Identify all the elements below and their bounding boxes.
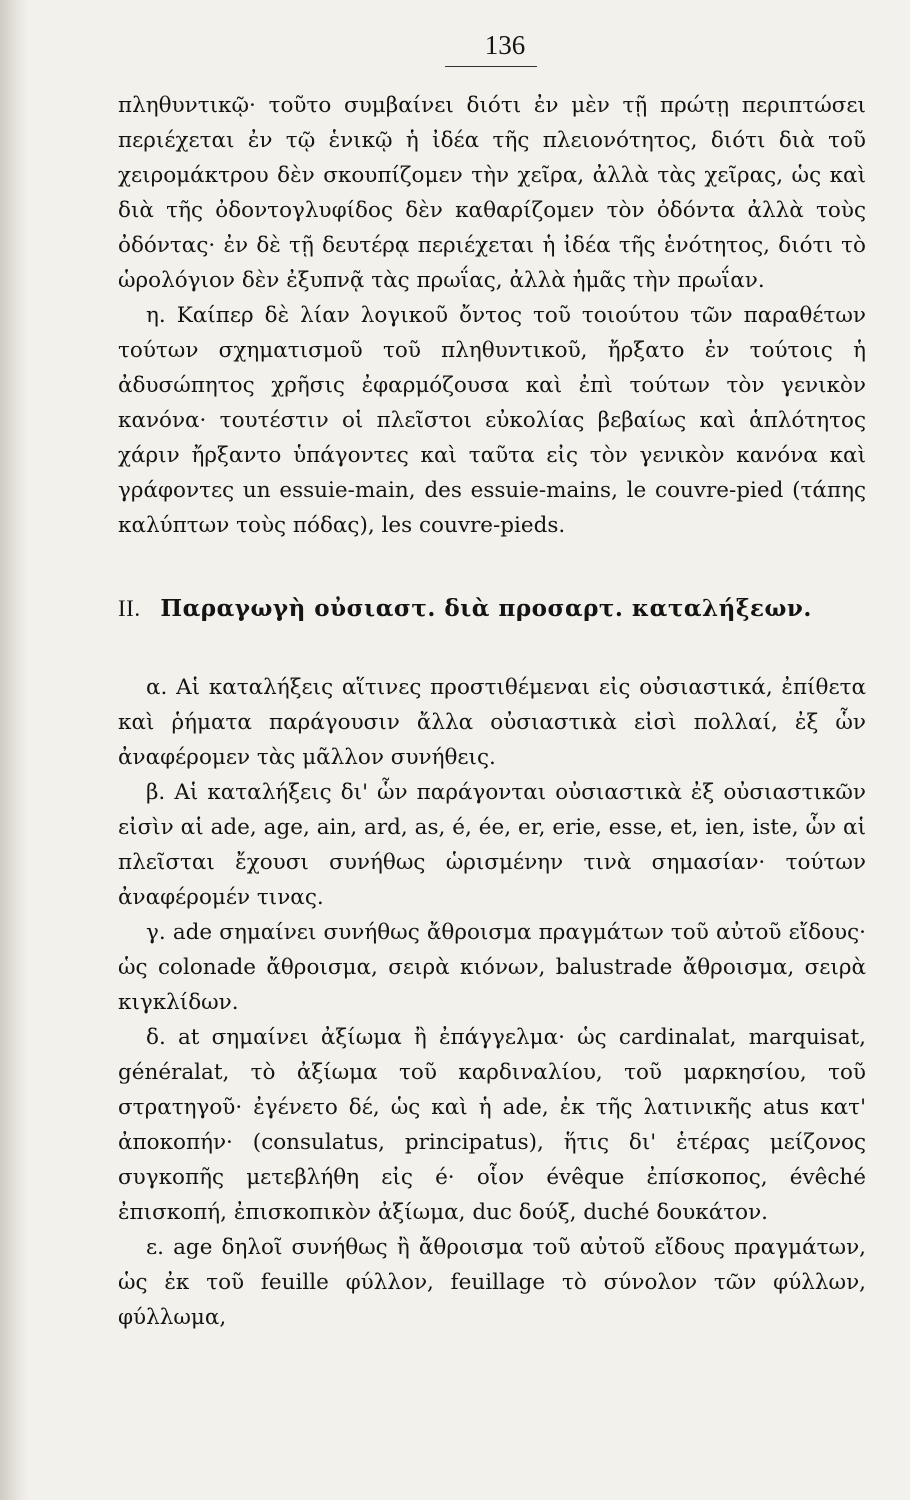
paragraph-alpha: α. Αἱ καταλήξεις αἵτινες προστιθέμεναι εἰς οὐσιαστικά, ἐπίθετα καὶ ῥήματα παράγουσιν ἄλλα οὐσιαστικὰ εἰσὶ πολλαί, ἐξ ὧν ἀναφέρομεν τὰς μᾶλλον συνήθεις. — [118, 675, 866, 770]
section-heading — [118, 595, 866, 622]
page-number: 136 — [484, 30, 526, 60]
section-numeral: II. — [118, 596, 141, 621]
header-rule — [445, 66, 537, 67]
lower-text-block — [118, 670, 866, 1335]
upper-text-block — [118, 88, 866, 543]
section-title: Παραγωγὴ οὐσιαστ. διὰ προσαρτ. καταλήξεων. — [160, 595, 812, 622]
paragraph-delta: δ. at σημαίνει ἀξίωμα ἢ ἐπάγγελμα· ὡς cardinalat, marquisat, généralat, τὸ ἀξίωμα τοῦ καρδιναλίου, τοῦ μαρκησίου, τοῦ στρατηγοῦ· ἐγένετο δέ, ὡς καὶ ἡ ade, ἐκ τῆς λατινικῆς atus κατ' ἀποκοπήν· (consulatus, principatus), ἥτις δι' ἑτέρας μείζονος συγκοπῆς μετεβλήθη εἰς é· οἷον évêque ἐπίσκοπος, évêché ἐπισκοπή, ἐπισκοπικὸν ἀξίωμα, duc δούξ, duché δουκάτον. — [118, 1025, 866, 1225]
scan-edge-shadow — [0, 0, 28, 1500]
paragraph-beta: β. Αἱ καταλήξεις δι' ὧν παράγονται οὐσιαστικὰ ἐξ οὐσιαστικῶν εἰσὶν αἱ ade, age, ain, ard, as, é, ée, er, erie, esse, et, ien, iste, ὧν αἱ πλεῖσται ἔχουσι συνήθως ὡρισμένην τινὰ σημασίαν· τούτων ἀναφέρομέν τινας. — [118, 780, 866, 910]
paragraph-continuation: πληθυντικῷ· τοῦτο συμβαίνει διότι ἐν μὲν τῇ πρώτῃ περιπτώσει περιέχεται ἐν τῷ ἑνικῷ ἡ ἰδέα τῆς πλειονότητος, διότι διὰ τοῦ χειρομάκτρου δὲν σκουπίζομεν τὴν χεῖρα, ἀλλὰ τὰς χεῖρας, ὡς καὶ διὰ τῆς ὀδοντογλυφίδος δὲν καθαρίζομεν τὸν ὀδόντα ἀλλὰ τοὺς ὀδόντας· ἐν δὲ τῇ δευτέρᾳ περιέχεται ἡ ἰδέα τῆς ἑνότητος, διότι τὸ ὡρολόγιον δὲν ἐξυπνᾷ τὰς πρωΐας, ἀλλὰ ἡμᾶς τὴν πρωΐαν. — [118, 93, 866, 293]
paragraph-epsilon: ε. age δηλοῖ συνήθως ἢ ἄθροισμα τοῦ αὐτοῦ εἴδους πραγμάτων, ὡς ἐκ τοῦ feuille φύλλον, feuillage τὸ σύνολον τῶν φύλλων, φύλλωμα, — [118, 1235, 866, 1330]
paragraph-gamma: γ. ade σημαίνει συνήθως ἄθροισμα πραγμάτων τοῦ αὐτοῦ εἴδους· ὡς colonade ἄθροισμα, σειρὰ κιόνων, balustrade ἄθροισμα, σειρὰ κιγκλίδων. — [118, 920, 866, 1015]
paragraph-eta: η. Καίπερ δὲ λίαν λογικοῦ ὄντος τοῦ τοιούτου τῶν παραθέτων τούτων σχηματισμοῦ τοῦ πληθυντικοῦ, ἤρξατο ἐν τούτοις ἡ ἀδυσώπητος χρῆσις ἐφαρμόζουσα καὶ ἐπὶ τούτων τὸν γενικὸν κανόνα· τουτέστιν οἱ πλεῖστοι εὐκολίας βεβαίως καὶ ἁπλότητος χάριν ἤρξαντο ὑπάγοντες καὶ ταῦτα εἰς τὸν γενικὸν κανόνα καὶ γράφοντες un essuie-main, des essuie-mains, le couvre-pied (τάπης καλύπτων τοὺς πόδας), les couvre-pieds. — [118, 303, 866, 538]
